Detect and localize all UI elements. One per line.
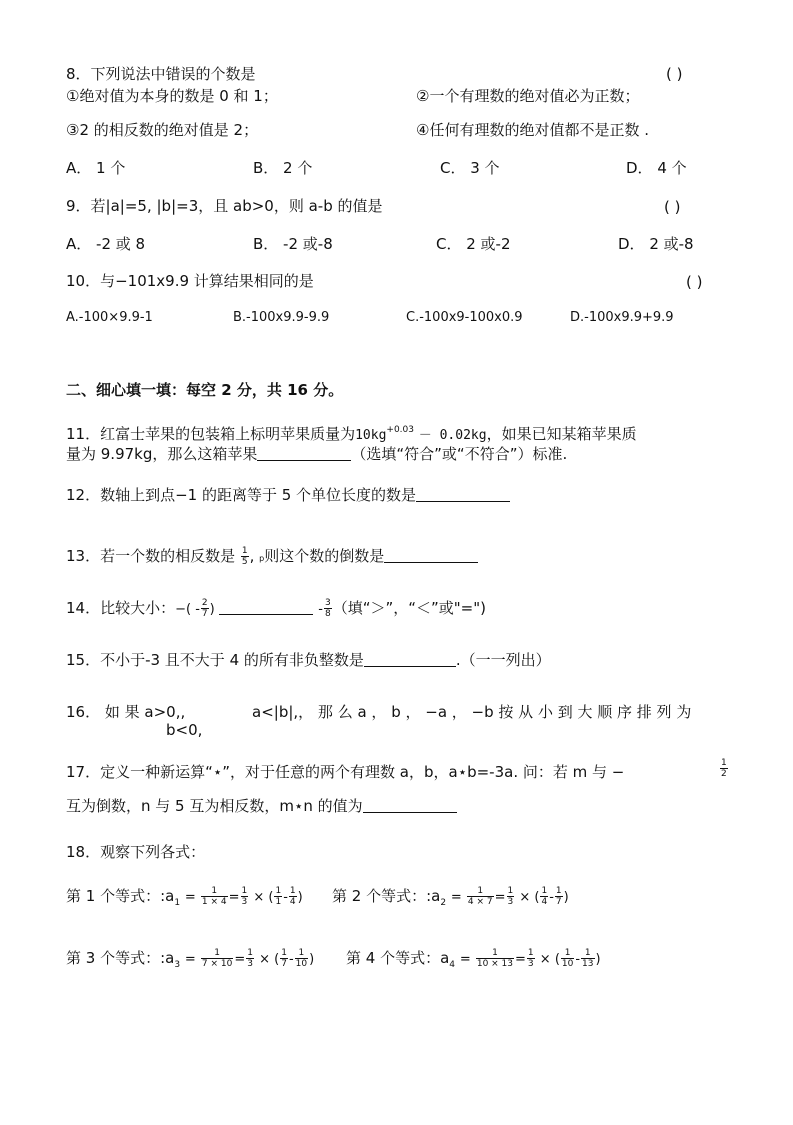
q14-text-b: （填“＞”，“＜”或"=") <box>332 599 487 617</box>
q9-answer-paren: ( ) <box>664 198 681 216</box>
eq1-label: 第 1 个等式： <box>66 887 161 905</box>
eq1-sub: 1 <box>174 898 181 908</box>
q13-line <box>66 546 478 569</box>
q8-option-a: A． 1 个 <box>66 159 126 177</box>
eq3-p2: $\frac{1}{10}$ <box>295 948 308 969</box>
q13-mark: p <box>259 554 265 563</box>
q14-answer-blank[interactable] <box>219 600 313 615</box>
q18-equation-2: 第 2 个等式：$:a_2$ = $\frac{1}{4 \times 7}$ = $\frac{1}{3}$ × ( $\frac{1}{4}$ - $\frac{1}{7}$ ) <box>332 886 569 908</box>
q17-answer-blank[interactable] <box>363 798 457 813</box>
q8-answer-paren: ( ) <box>666 65 683 83</box>
q16-text: a<|b|,， 那 么 a ， b ， −a ， −b 按 从 小 到 大 顺 序 排 列 为 <box>252 703 692 721</box>
q14-rhs-sign: - <box>318 602 323 617</box>
eq3-var: :a <box>160 949 175 967</box>
q11-tolerance-down: － 0.02kg <box>418 428 487 443</box>
q18-equation-3: 第 3 个等式：$:a_3$ = $\frac{1}{7 \times 10}$ = $\frac{1}{3}$ × ( $\frac{1}{7}$ - $\frac{1}{10}$ ) <box>66 948 315 970</box>
q11-text-a: 11．红富士苹果的包装箱上标明苹果质量为 <box>66 425 356 443</box>
eq3-label: 第 3 个等式： <box>66 949 161 967</box>
eq2-label: 第 2 个等式： <box>332 887 427 905</box>
q13-answer-blank[interactable] <box>384 548 478 563</box>
q13-text-a: 13．若一个数的相反数是 <box>66 547 240 565</box>
q11-line-2 <box>66 444 567 464</box>
eq4-coef: $\frac{1}{3}$ <box>527 948 534 969</box>
q8-statement-3: ③2 的相反数的绝对值是 2； <box>66 121 259 139</box>
q8-option-b: B． 2 个 <box>253 159 313 177</box>
q16-condition-2: b<0, <box>166 721 203 739</box>
eq4-var: a <box>440 949 450 967</box>
q17-fraction: $\frac{1}{2}$ <box>721 758 727 779</box>
q17-fraction-wrap <box>719 758 729 779</box>
q14-rhs-fraction: $\frac{3}{8}$ <box>324 598 331 619</box>
q12-text: 12．数轴上到点−1 的距离等于 5 个单位长度的数是 <box>66 486 417 504</box>
eq3-sub: 3 <box>174 960 181 970</box>
q8-statement-2: ②一个有理数的绝对值必为正数； <box>416 87 640 105</box>
q9-option-d: D． 2 或-8 <box>618 235 694 253</box>
q15-answer-blank[interactable] <box>364 652 456 667</box>
q8-stem: 8．下列说法中错误的个数是 <box>66 65 256 83</box>
q14-lhs-suffix: ) <box>209 602 215 617</box>
q8-statement-1: ①绝对值为本身的数是 0 和 1； <box>66 87 278 105</box>
q17-line-2 <box>66 796 457 816</box>
eq1-frac: $\frac{1}{1 \times 4}$ <box>201 886 227 907</box>
eq2-p1: $\frac{1}{4}$ <box>541 886 548 907</box>
q8-option-d: D． 4 个 <box>626 159 687 177</box>
q9-option-b: B． -2 或-8 <box>253 235 333 253</box>
q13-fraction: $\frac{1}{5}$ <box>241 546 248 567</box>
q9-option-c: C． 2 或-2 <box>436 235 511 253</box>
eq2-coef: $\frac{1}{3}$ <box>507 886 514 907</box>
q17-line-1: 17．定义一种新运算“⋆”，对于任意的两个有理数 a，b，a⋆b=-3a. 问：若 m 与 − <box>66 763 625 781</box>
eq1-var: :a <box>160 887 175 905</box>
q11-tolerance-up: +0.03 <box>386 425 414 435</box>
q14-lhs-prefix: −( - <box>175 602 200 617</box>
eq2-p2: $\frac{1}{7}$ <box>555 886 562 907</box>
q10-option-c: C.-100x9-100x0.9 <box>406 310 523 325</box>
section-heading: 二、细心填一填：每空 2 分，共 16 分。 <box>66 381 344 399</box>
q9-option-a: A． -2 或 8 <box>66 235 146 253</box>
q10-stem: 10．与−101x9.9 计算结果相同的是 <box>66 272 314 290</box>
q18-title: 18．观察下列各式： <box>66 843 206 861</box>
q13-text-c: 则这个数的倒数是 <box>264 547 385 565</box>
q17-text-b: 互为倒数，n 与 5 互为相反数，m⋆n 的值为 <box>66 797 363 815</box>
q10-option-b: B.-100x9.9-9.9 <box>233 310 330 325</box>
eq4-p2: $\frac{1}{13}$ <box>582 948 594 969</box>
eq1-coef: $\frac{1}{3}$ <box>241 886 248 907</box>
eq3-frac: $\frac{1}{7 \times 10}$ <box>201 948 233 969</box>
q11-answer-blank[interactable] <box>257 446 351 461</box>
q10-option-d: D.-100x9.9+9.9 <box>570 310 674 325</box>
eq1-p2: $\frac{1}{4}$ <box>289 886 296 907</box>
q15-text-a: 15．不小于-3 且不大于 4 的所有非负整数是 <box>66 651 364 669</box>
q18-equation-4: 第 4 个等式：$a_4$ = $\frac{1}{10 \times 13}$ = $\frac{1}{3}$ × ( $\frac{1}{10}$ - $\frac{1}{13}$ ) <box>346 948 601 970</box>
q11-text-d: （选填“符合”或“不符合”）标准. <box>351 445 568 463</box>
q11-text-c: 量为 9.97kg，那么这箱苹果 <box>66 445 258 463</box>
q11-line-1 <box>66 420 637 446</box>
q13-comma: , <box>249 547 260 565</box>
eq4-frac: $\frac{1}{10 \times 13}$ <box>476 948 514 969</box>
q12-line <box>66 485 510 505</box>
q18-equation-1: 第 1 个等式：$:a_1$ = $\frac{1}{1 \times 4}$ = $\frac{1}{3}$ × ( $\frac{1}{1}$ - $\frac{1}{4}$ ) <box>66 886 303 908</box>
eq4-label: 第 4 个等式： <box>346 949 441 967</box>
q8-option-c: C． 3 个 <box>440 159 500 177</box>
q15-line <box>66 650 551 670</box>
eq4-sub: 4 <box>449 960 456 970</box>
q11-mass: 10kg <box>355 428 387 443</box>
q14-lhs-fraction: $\frac{2}{7}$ <box>201 598 208 619</box>
q10-answer-paren: ( ) <box>686 273 703 291</box>
eq2-var: :a <box>426 887 441 905</box>
q9-stem: 9．若|a|=5, |b|=3，且 ab>0，则 a-b 的值是 <box>66 197 383 215</box>
q10-option-a: A.-100×9.9-1 <box>66 310 153 325</box>
q14-text-a: 14．比较大小： <box>66 599 176 617</box>
eq2-sub: 2 <box>440 898 447 908</box>
q16-condition-1: 16． 如 果 a>0,, <box>66 703 186 721</box>
eq3-p1: $\frac{1}{7}$ <box>281 948 287 969</box>
q15-text-b: .（一一列出） <box>455 651 551 669</box>
eq4-p1: $\frac{1}{10}$ <box>561 948 574 969</box>
eq3-coef: $\frac{1}{3}$ <box>247 948 253 969</box>
q12-answer-blank[interactable] <box>416 487 510 502</box>
q8-statement-4: ④任何有理数的绝对值都不是正数 . <box>416 121 649 139</box>
eq2-frac: $\frac{1}{4 \times 7}$ <box>467 886 493 907</box>
eq1-p1: $\frac{1}{1}$ <box>275 886 282 907</box>
q14-line <box>66 598 486 620</box>
q11-text-b: ，如果已知某箱苹果质 <box>486 425 637 443</box>
